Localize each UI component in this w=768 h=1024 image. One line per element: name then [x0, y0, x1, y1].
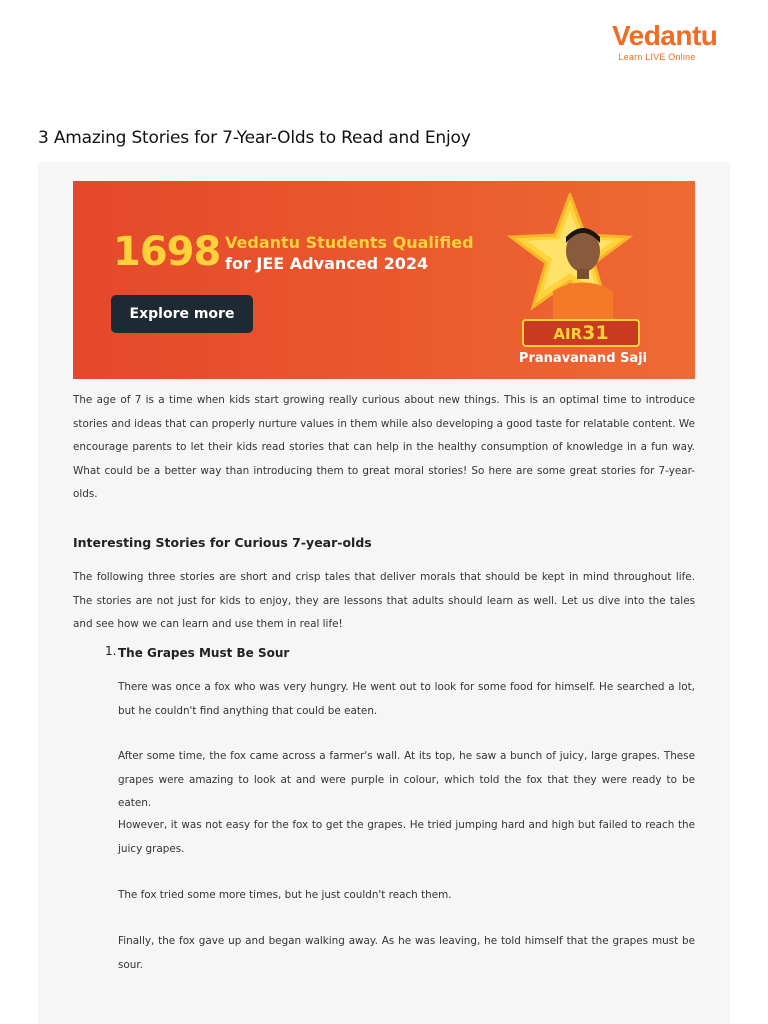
vedantu-logo[interactable]: [612, 20, 718, 62]
story-paragraph: Finally, the fox gave up and began walking away. As he was leaving, he told himself that the grapes must be sour.: [118, 935, 695, 971]
story-paragraph: However, it was not easy for the fox to get the grapes. He tried jumping hard and high but failed to reach the juicy grapes.: [118, 819, 695, 855]
page-title: 3 Amazing Stories for 7-Year-Olds to Read and Enjoy: [38, 128, 471, 148]
rank-number: 31: [582, 322, 609, 344]
student-photo: [553, 219, 613, 329]
logo-wordmark: Vedantu: [612, 20, 718, 51]
story-title: The Grapes Must Be Sour: [118, 646, 290, 660]
rank-badge: [522, 319, 640, 347]
story-paragraph: After some time, the fox came across a farmer's wall. At its top, he saw a bunch of juicy, large grapes. These grapes were amazing to look at and were purple in colour, which told the fox that they were ready to be eaten.: [118, 750, 695, 809]
section-paragraph: The following three stories are short and crisp tales that deliver morals that should be kept in mind throughout life. The stories are not just for kids to enjoy, they are lessons that adults should learn as well. Let us dive into the tales and see how we can learn and use them in real life!: [73, 571, 695, 630]
banner-subheadline: for JEE Advanced 2024: [225, 254, 429, 273]
explore-more-button[interactable]: Explore more: [111, 295, 253, 333]
intro-paragraph: The age of 7 is a time when kids start growing really curious about new things. This is an optimal time to introduce stories and ideas that can properly nurture values in them while also developing a good taste for relatable content. We encourage parents to let their kids read stories that can help in the healthy consumption of knowledge in a fun way. What could be a better way than introducing them to great moral stories! So here are some great stories for 7-year-olds.: [73, 394, 695, 500]
student-name: Pranavanand Saji: [518, 351, 648, 366]
logo-tagline: Learn LIVE Online: [618, 52, 696, 62]
banner-headline: Vedantu Students Qualified: [225, 233, 474, 252]
rank-prefix: AIR: [553, 325, 583, 343]
banner-count: 1698: [113, 229, 221, 275]
story-paragraph: The fox tried some more times, but he just couldn't reach them.: [118, 889, 452, 901]
story-number: 1.: [105, 644, 117, 658]
promo-banner[interactable]: [73, 181, 695, 379]
section-heading: Interesting Stories for Curious 7-year-olds: [73, 535, 372, 550]
story-paragraph: There was once a fox who was very hungry. He went out to look for some food for himself. He searched a lot, but he couldn't find anything that could be eaten.: [118, 681, 695, 717]
